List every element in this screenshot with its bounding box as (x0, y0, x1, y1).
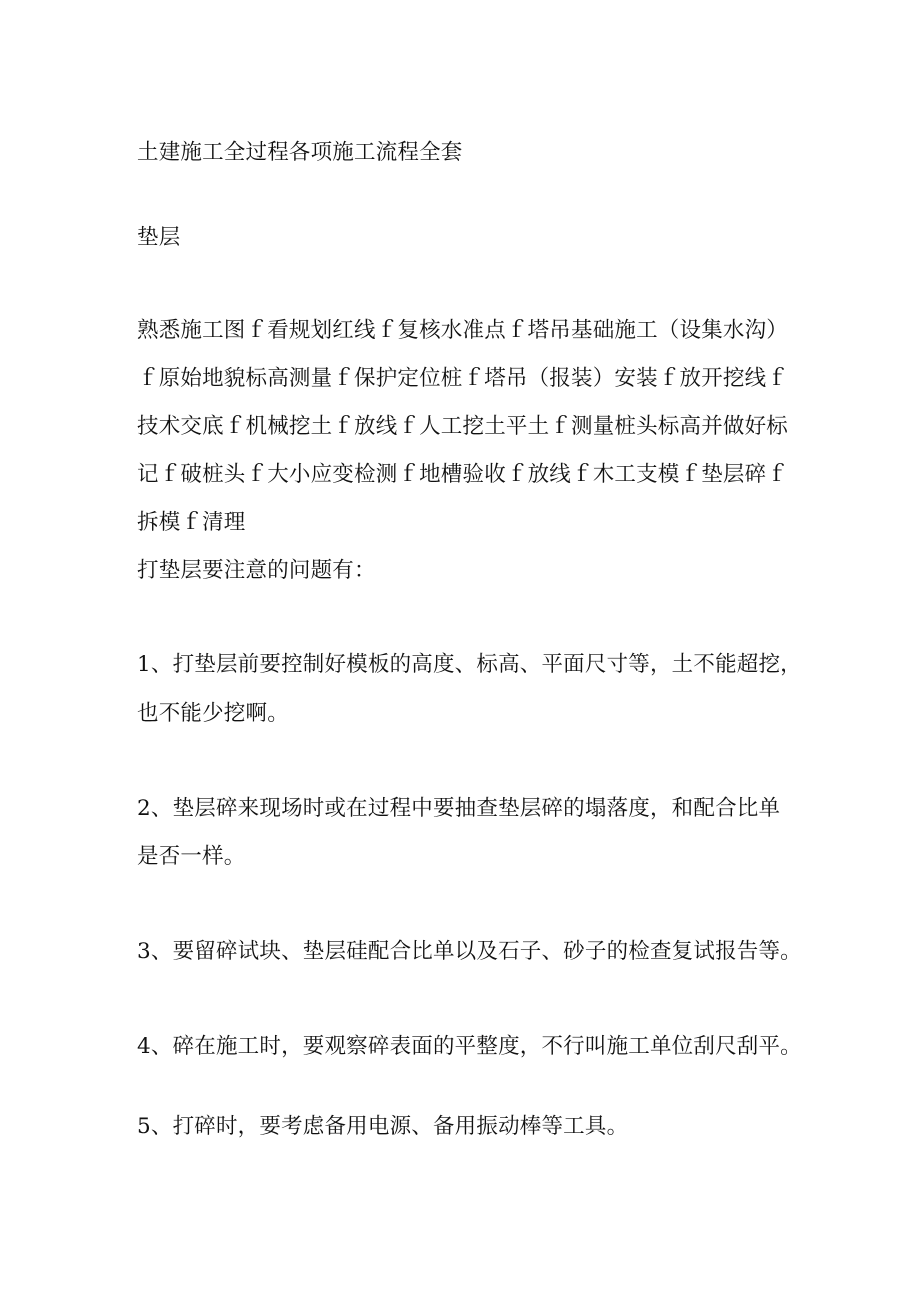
note-line: 1、打垫层前要控制好模板的高度、标高、平面尺寸等，土不能超挖， (137, 652, 802, 677)
process-flow-line: ｆ原始地貌标高测量ｆ保护定位桩ｆ塔吊（报装）安装ｆ放开挖线ｆ (137, 366, 789, 391)
process-flow-line: 熟悉施工图ｆ看规划红线ｆ复核水准点ｆ塔吊基础施工（设集水沟） (137, 318, 789, 343)
note-line: 是否一样。 (137, 844, 246, 869)
process-flow-line: 拆模ｆ清理 (137, 510, 246, 535)
document-title: 土建施工全过程各项施工流程全套 (137, 140, 463, 165)
note-line: 3、要留碎试块、垫层硅配合比单以及石子、砂子的检查复试报告等。 (137, 939, 802, 964)
section-heading: 垫层 (137, 225, 181, 250)
process-flow-line: 记ｆ破桩头ｆ大小应变检测ｆ地槽验收ｆ放线ｆ木工支模ｆ垫层碎ｆ (137, 462, 789, 487)
note-line: 4、碎在施工时，要观察碎表面的平整度，不行叫施工单位刮尺刮平。 (137, 1034, 802, 1059)
note-line: 也不能少挖啊。 (137, 701, 289, 726)
note-line: 2、垫层碎来现场时或在过程中要抽查垫层碎的塌落度，和配合比单 (137, 796, 781, 821)
process-flow-line: 技术交底ｆ机械挖土ｆ放线ｆ人工挖土平土ｆ测量桩头标高并做好标 (137, 414, 789, 439)
note-line: 5、打碎时，要考虑备用电源、备用振动棒等工具。 (137, 1114, 629, 1139)
notes-heading: 打垫层要注意的问题有： (137, 558, 376, 583)
